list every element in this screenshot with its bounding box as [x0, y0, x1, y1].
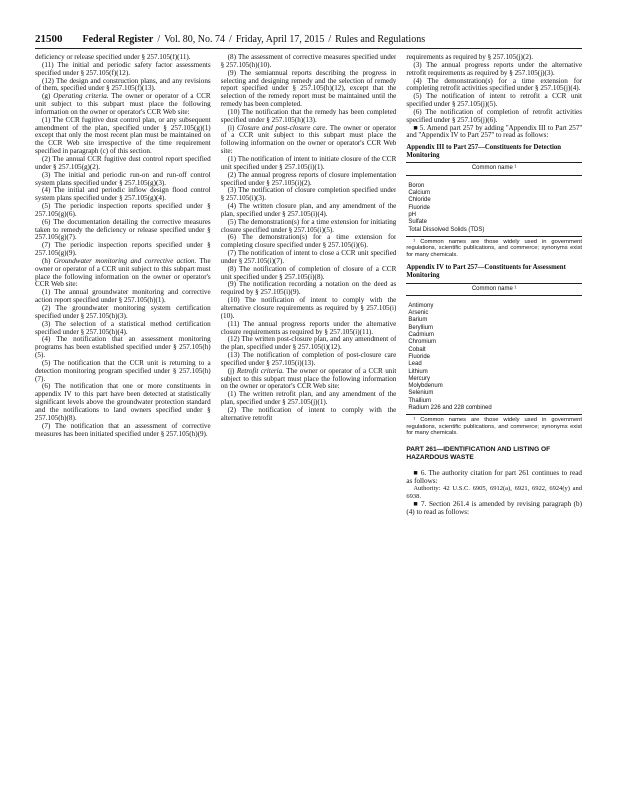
- paragraph: (5) The periodic inspection reports specified under § 257.105(g)(6).: [35, 202, 211, 218]
- text-columns: [35, 54, 582, 774]
- paragraph: requirements as required by § 257.105(j)(2).: [406, 54, 534, 61]
- paragraph: (11) The annual progress reports under the alternative closure requirements as required by § 257.105(i)(11).: [220, 319, 397, 336]
- table-row: Molybdenum: [408, 383, 443, 390]
- publication-date: Friday, April 17, 2015: [235, 34, 325, 45]
- paragraph: (6) The demonstration(s) for a time extension for completing closure specified under § 257.105(i)(6).: [220, 233, 397, 250]
- paragraph: (4) The initial and periodic inflow design flood control system plans specified under § 257.105(g)(4).: [35, 186, 211, 203]
- paragraph: (3) The notification of closure completion specified under § 257.105(i)(3).: [220, 186, 397, 203]
- paragraph: deficiency or release specified under § 257.105(f)(11).: [35, 54, 191, 61]
- table-row: Cobalt: [408, 346, 426, 353]
- paragraph: (g) Operating criteria. The owner or operator of a CCR unit subject to this subpart must place the following information on the owner or operator's CCR Web site:: [35, 92, 211, 116]
- paragraph: (j) Retrofit criteria. The owner or operator of a CCR unit subject to this subpart must place the following information on the owner or operator's CCR Web site:: [220, 366, 397, 391]
- table-row: Antimony: [408, 302, 434, 309]
- table-row: Cadmium: [408, 332, 435, 339]
- paragraph: (6) The documentation detailing the corrective measures taken to remedy the deficiency or release specified under § 257.105(g)(7).: [35, 217, 211, 242]
- paragraph: (7) The notification of intent to close a CCR unit specified under § 257.105(i)(7).: [220, 249, 397, 265]
- paragraph: (1) The annual groundwater monitoring and corrective action report specified under § 257.105(h)(1).: [35, 288, 211, 305]
- paragraph: (12) The design and construction plans, and any revisions of them, specified under § 257.105(f)(13).: [35, 76, 211, 93]
- appendix-iii-table: [406, 162, 582, 236]
- appendix-iv-heading: Appendix IV to Part 257—Constituents for Assessment Monitoring: [406, 264, 566, 279]
- section-name: Rules and Regulations: [335, 34, 426, 45]
- paragraph: (1) The CCR fugitive dust control plan, or any subsequent amendment of the plan, specified under § 257.105(g)(1) except that only the most recent plan must be maintained on the CCR Web site irrespective of the time requirement specified in paragraph (c) of this section.: [35, 115, 211, 156]
- paragraph: (2) The groundwater monitoring system certification specified under § 257.105(h)(3).: [35, 304, 211, 320]
- paragraph: (9) The semiannual reports describing the progress in selecting and designing remedy and the selection of remedy report specified under § 257.105(h)(12), except that the selection of the remedy report must be maintained until the remedy has been completed.: [220, 68, 397, 109]
- paragraph-caption: Retrofit criteria.: [236, 366, 284, 375]
- paragraph: (3) The initial and periodic run-on and run-off control system plans specified under § 257.105(g)(3).: [35, 170, 211, 187]
- appendix-iii-rows: [406, 176, 582, 236]
- paragraph: (4) The written closure plan, and any amendment of the plan, specified under § 257.105(i)(4).: [220, 202, 397, 218]
- table-column-header: Common name ¹: [406, 163, 582, 175]
- paragraph: (13) The notification of completion of post-closure care specified under § 257.105(i)(13).: [220, 351, 397, 367]
- paragraph: (h) Groundwater monitoring and corrective action. The owner or operator of a CCR unit subject to this subpart must place the following information on the owner or operator's CCR Web site:: [35, 256, 211, 289]
- appendix-iv-rows: [406, 296, 582, 414]
- table-row: Calcium: [408, 190, 431, 197]
- paragraph: (7) The notification that an assessment of corrective measures has been initiated specified under § 257.105(h)(9).: [35, 421, 211, 438]
- part-261-heading: PART 261—IDENTIFICATION AND LISTING OF HAZARDOUS WASTE: [406, 445, 551, 461]
- header-separator: /: [157, 34, 161, 45]
- paragraph: (10) The notification that the remedy has been completed specified under § 257.105(h)(13).: [220, 107, 397, 124]
- paragraph-caption: Closure and post-closure care.: [237, 123, 328, 132]
- appendix-iv-table: [406, 283, 582, 416]
- paragraph: (2) The notification of intent to comply with the alternative retrofit: [220, 405, 397, 422]
- header-rule: [35, 48, 582, 49]
- table-row: Chloride: [408, 197, 431, 204]
- paragraph: (4) The demonstration(s) for a time extension for completing retrofit activities specified under § 257.105(j)(4).: [406, 76, 582, 93]
- paragraph: (1) The written retrofit plan, and any amendment of the plan, specified under § 257.105(j)(1).: [220, 390, 397, 407]
- table-row: Lead: [408, 361, 422, 368]
- paragraph: (6) The notification that one or more constituents in appendix IV to this part have been detected at statistically significant levels above the groundwater protection standard and the notifications to land owners specified under § 257.105(h)(8).: [35, 382, 211, 422]
- table-row: Fluoride: [408, 204, 431, 211]
- volume-number: Vol. 80, No. 74: [164, 34, 226, 45]
- table-row: Fluoride: [408, 353, 431, 360]
- paragraph: (1) The notification of intent to initiate closure of the CCR unit specified under § 257.105(i)(1).: [220, 154, 397, 171]
- page-number: 21500: [35, 33, 63, 45]
- paragraph: (7) The periodic inspection reports specified under § 257.105(g)(9).: [35, 241, 211, 258]
- paragraph: (12) The written post-closure plan, and any amendment of the plan, specified under § 257.105(i)(12).: [220, 335, 397, 352]
- paragraph: (3) The annual progress reports under the alternative retrofit requirements as required by § 257.105(j)(3).: [406, 60, 582, 77]
- paragraph: (6) The notification of completion of retrofit activities specified under § 257.105(j)(6).: [406, 107, 582, 124]
- appendix-iii-footnote: ¹ Common names are those widely used in government regulations, scientific publications, and commerce; synonyms exist for many chemicals.: [406, 238, 582, 258]
- table-row: Selenium: [408, 390, 434, 397]
- table-row: Chromium: [408, 339, 437, 346]
- table-row: Thallium: [408, 397, 432, 404]
- table-row: Arsenic: [408, 310, 429, 317]
- page-header: [35, 33, 582, 45]
- paragraph: (9) The notification recording a notation on the deed as required by § 257.105(i)(9).: [220, 280, 397, 297]
- authority-citation: Authority: 42 U.S.C. 6905, 6912(a), 6921, 6922, 6924(y) and 6938.: [406, 485, 582, 501]
- paragraph: (8) The assessment of corrective measures specified under § 257.105(h)(10).: [220, 54, 397, 69]
- paragraph: (10) The notification of intent to comply with the alternative closure requirements as required by § 257.105(i)(10).: [220, 296, 397, 320]
- table-row: Lithium: [408, 368, 428, 375]
- table-row: Boron: [408, 182, 425, 189]
- column-1: [35, 54, 211, 774]
- journal-title: Federal Register: [82, 34, 154, 45]
- column-2: [221, 54, 397, 774]
- paragraph: (2) The annual progress reports of closure implementation specified under § 257.105(i)(2).: [220, 170, 397, 187]
- table-row: Beryllium: [408, 324, 434, 331]
- paragraph: (4) The notification that an assessment monitoring programs has been established specified under § 257.105(h)(5).: [35, 335, 211, 360]
- paragraph: (i) Closure and post-closure care. The owner or operator of a CCR unit subject to this subpart must place the following information on the owner or operator's CCR Web site:: [220, 123, 397, 156]
- column-3: [406, 54, 582, 774]
- paragraph: (8) The notification of completion of closure of a CCR unit specified under § 257.105(i)(8).: [220, 264, 397, 281]
- paragraph: (2) The annual CCR fugitive dust control report specified under § 257.105(g)(2).: [35, 154, 211, 171]
- header-separator: /: [328, 34, 332, 45]
- table-column-header: Common name ¹: [406, 284, 582, 296]
- column-3-paragraphs: [406, 54, 582, 125]
- table-row: pH: [408, 211, 417, 218]
- table-row: Sulfate: [408, 219, 428, 226]
- paragraph: (3) The selection of a statistical method certification specified under § 257.105(h)(4).: [35, 319, 211, 336]
- table-row: Total Dissolved Solids (TDS): [408, 226, 485, 233]
- paragraph: (11) The initial and periodic safety factor assessments specified under § 257.105(f)(12).: [35, 60, 211, 77]
- paragraph-caption: Operating criteria.: [53, 92, 109, 101]
- amendment-7: ■ 7. Section 261.4 is amended by revising paragraph (b)(4) to read as follows:: [406, 500, 582, 516]
- appendix-iv-footnote: ¹ Common names are those widely used in government regulations, scientific publications, and commerce; synonyms exist for many chemicals.: [406, 417, 582, 437]
- paragraph: (5) The notification of intent to retrofit a CCR unit specified under § 257.105(j)(5).: [406, 92, 582, 109]
- paragraph: (5) The demonstration(s) for a time extension for initiating closure specified under § 257.105(i)(5).: [220, 217, 397, 234]
- amendment-5: ■ 5. Amend part 257 by adding ''Appendix III to Part 257'' and ''Appendix IV to Part 257'' to read as follows:: [406, 123, 582, 140]
- appendix-iii-heading: Appendix III to Part 257—Constituents for Detection Monitoring: [406, 144, 562, 159]
- paragraph: (5) The notification that the CCR unit is returning to a detection monitoring program specified under § 257.105(h)(7).: [35, 358, 211, 383]
- table-row: Radium 226 and 228 combined: [408, 404, 492, 411]
- amendment-6: ■ 6. The authority citation for part 261 continues to read as follows:: [406, 468, 582, 485]
- header-separator: /: [229, 34, 232, 45]
- table-row: Barium: [408, 317, 428, 324]
- paragraph-caption: Groundwater monitoring and corrective action.: [53, 256, 197, 265]
- table-row: Mercury: [408, 375, 431, 382]
